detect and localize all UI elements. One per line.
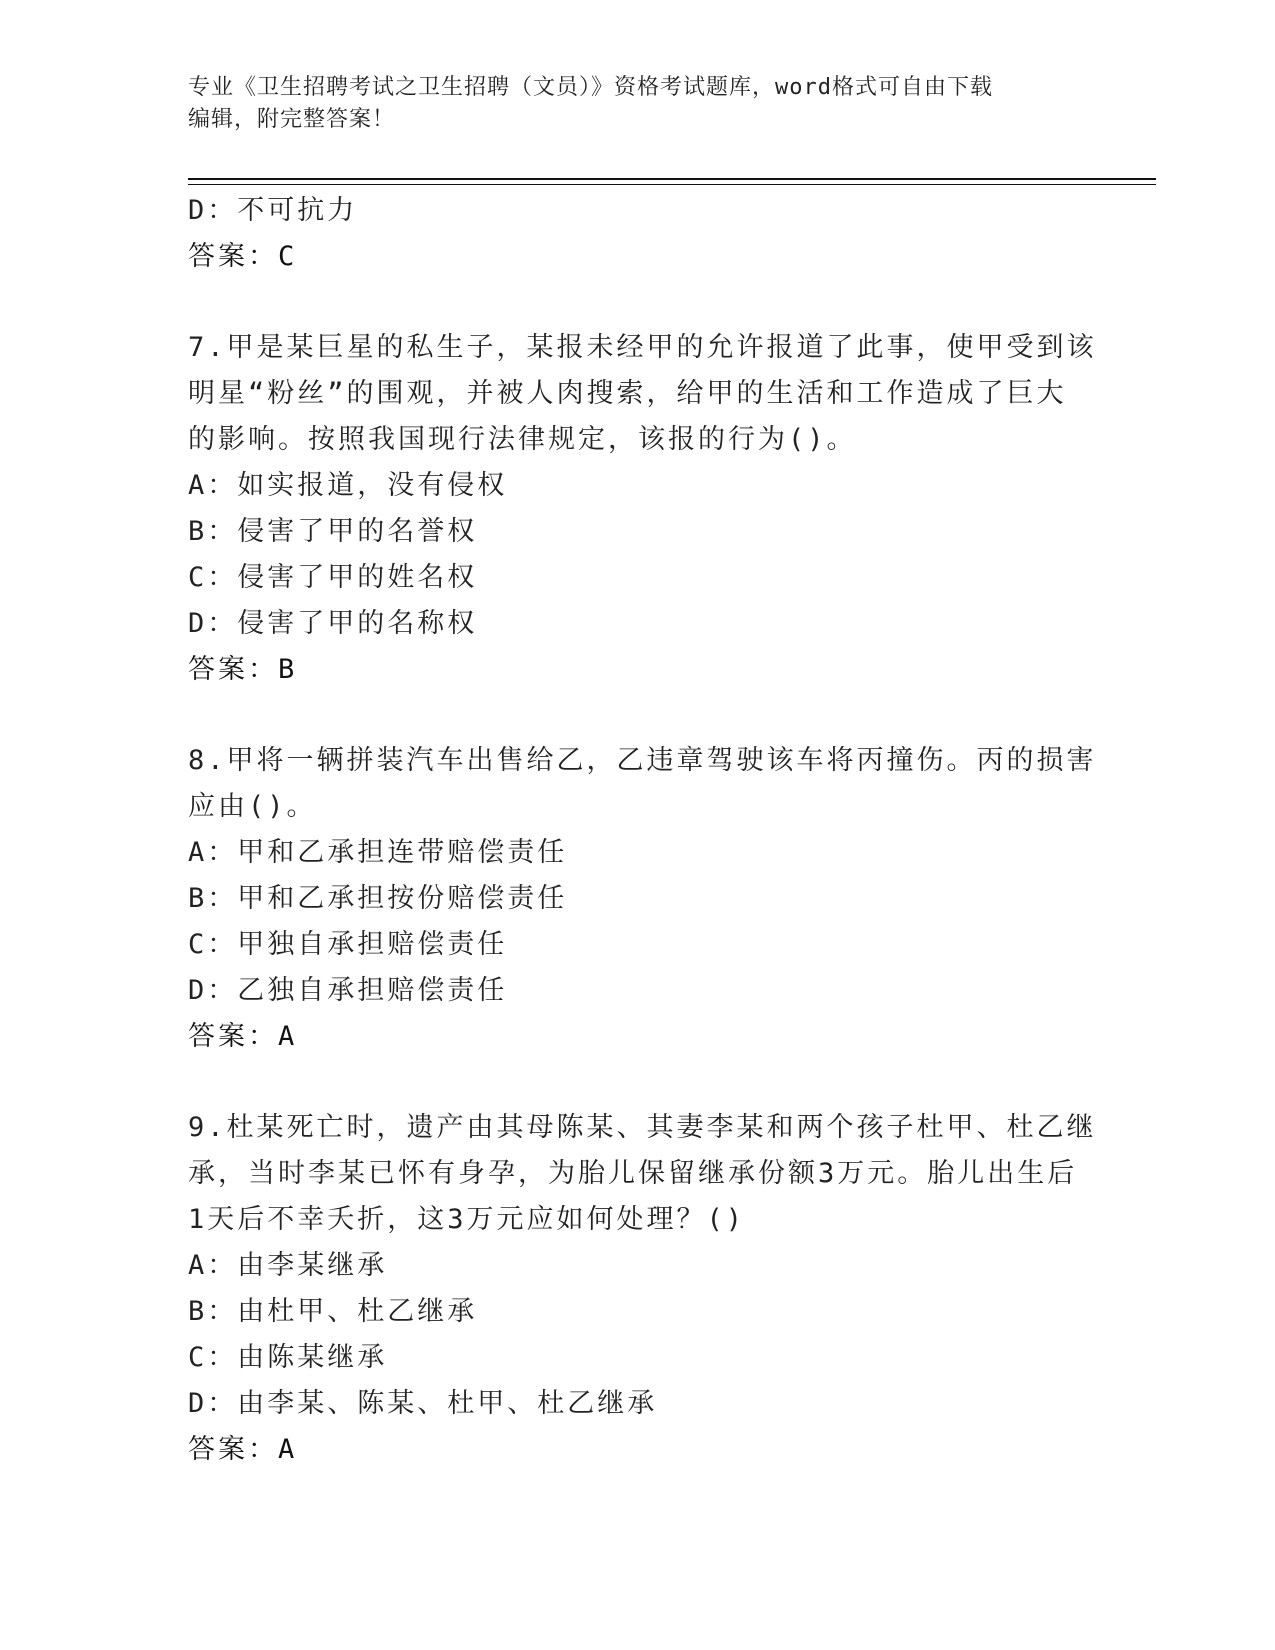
option-a: A：甲和乙承担连带赔偿责任 — [188, 837, 568, 868]
header-line-2: 编辑，附完整答案！ — [188, 107, 396, 132]
question-stem-line: 应由()。 — [188, 791, 317, 822]
prev-answer: 答案：C — [188, 241, 298, 272]
spacer — [188, 1060, 1068, 1105]
spacer — [188, 693, 1068, 738]
option-c: C：侵害了甲的姓名权 — [188, 562, 478, 593]
option-d: D：由李某、陈某、杜甲、杜乙继承 — [188, 1388, 658, 1419]
question-stem-line: 1天后不幸夭折，这3万元应如何处理？() — [188, 1204, 746, 1235]
answer: 答案：A — [188, 1434, 298, 1465]
question-stem-line: 8.甲将一辆拼装汽车出售给乙，乙违章驾驶该车将丙撞伤。丙的损害 — [188, 745, 1097, 776]
document-body — [188, 188, 1097, 1473]
question-8 — [188, 738, 1097, 1060]
question-stem-line: 的影响。按照我国现行法律规定，该报的行为()。 — [188, 424, 857, 455]
document-header — [188, 72, 1088, 136]
header-rule-thin — [188, 184, 1156, 185]
option-d: D：侵害了甲的名称权 — [188, 608, 478, 639]
question-stem-line: 明星“粉丝”的围观，并被人肉搜索，给甲的生活和工作造成了巨大 — [188, 378, 1067, 409]
option-b: B：侵害了甲的名誉权 — [188, 516, 478, 547]
option-d: D：乙独自承担赔偿责任 — [188, 975, 508, 1006]
header-rule-thick — [188, 178, 1156, 180]
question-stem-line: 9.杜某死亡时，遗产由其母陈某、其妻李某和两个孩子杜甲、杜乙继 — [188, 1112, 1097, 1143]
question-stem-line: 承，当时李某已怀有身孕，为胎儿保留继承份额3万元。胎儿出生后 — [188, 1158, 1078, 1189]
option-b: B：由杜甲、杜乙继承 — [188, 1296, 478, 1327]
answer: 答案：B — [188, 654, 298, 685]
question-7 — [188, 325, 1097, 693]
header-line-1: 专业《卫生招聘考试之卫生招聘（文员）》资格考试题库，word格式可自由下载 — [188, 75, 993, 100]
option-a: A：如实报道，没有侵权 — [188, 470, 508, 501]
option-c: C：甲独自承担赔偿责任 — [188, 929, 508, 960]
spacer — [188, 280, 1068, 325]
question-9 — [188, 1105, 1097, 1473]
option-b: B：甲和乙承担按份赔偿责任 — [188, 883, 568, 914]
prev-option-d: D：不可抗力 — [188, 195, 358, 226]
answer: 答案：A — [188, 1021, 298, 1052]
option-a: A：由李某继承 — [188, 1250, 388, 1281]
question-stem-line: 7.甲是某巨星的私生子，某报未经甲的允许报道了此事，使甲受到该 — [188, 332, 1097, 363]
option-c: C：由陈某继承 — [188, 1342, 388, 1373]
